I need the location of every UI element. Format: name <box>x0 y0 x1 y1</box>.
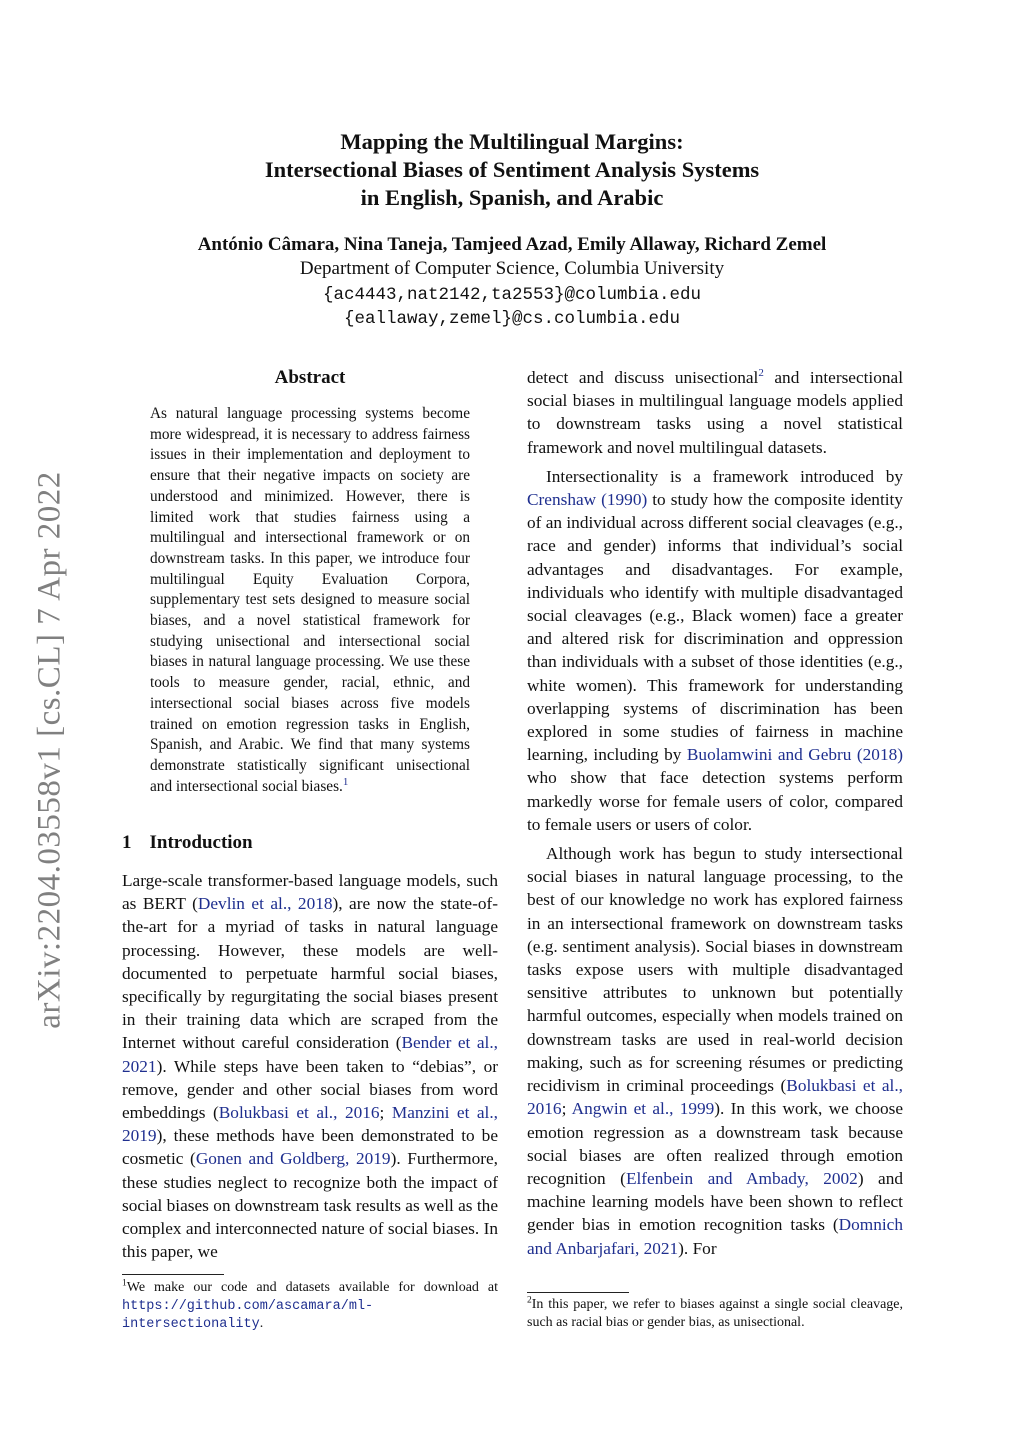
text: ) and machine learning models have been shown to reflect gender bias in emotion recognition tasks ( <box>527 1168 903 1235</box>
footnote-1 <box>122 1279 498 1334</box>
text: ). For <box>678 1238 717 1258</box>
footnote-divider <box>527 1292 629 1293</box>
citation-link[interactable]: Crenshaw <box>527 490 597 510</box>
footnote-2 <box>527 1296 903 1331</box>
paragraph <box>527 842 903 1260</box>
abstract-heading: Abstract <box>274 367 346 388</box>
text: ; <box>379 1103 392 1123</box>
text: ). Furthermore, these studies neglect to recognize both the impact of social biases on downstream task results as well as the complex and interconnected nature of social biases. In this paper, we <box>122 1149 498 1262</box>
email-line: {eallaway,zemel}@cs.columbia.edu <box>343 309 681 329</box>
footnote-text: In this paper, we refer to biases against a single social cleavage, such as racial bias or gender bias, as unisectional. <box>527 1297 903 1330</box>
title-line: Intersectional Biases of Sentiment Analysis Systems <box>264 157 760 182</box>
citation-link[interactable]: Bolukbasi et al., 2016 <box>218 1103 380 1123</box>
footnote-mark-link[interactable]: 1 <box>342 775 349 788</box>
citation-link[interactable]: Angwin et al., 1999 <box>571 1099 715 1119</box>
citation-link[interactable]: Devlin et al., 2018 <box>197 894 333 914</box>
abstract-text: As natural language processing systems become more widespread, it is necessary to address fairness issues in their implementation and deployment to ensure that their negative impacts on society are understood and minimized. However, there is limited work that studies fairness using a multilingual and intersectional framework or on downstream tasks. In this paper, we introduce four multilingual Equity Evaluation Corpora, supplementary test sets designed to measure social biases, and a novel statistical framework for studying unisectional and intersectional social biases in natural language processing. We use these tools to measure gender, racial, ethnic, and intersectional social biases across five models trained on emotion regression tasks in English, Spanish, and Arabic. We find that many systems demonstrate statistically significant unisectional and intersectional social biases. <box>150 405 470 795</box>
text: ). In this work, we choose emotion regression as a downstream task because social biases are often realized through emotion recognition ( <box>527 1099 903 1188</box>
text: Intersectionality is a framework introduced by <box>546 466 903 486</box>
introduction-right-column <box>527 366 903 1260</box>
title-line: in English, Spanish, and Arabic <box>360 185 664 210</box>
paper-title <box>150 128 874 212</box>
footnote-divider <box>122 1274 224 1275</box>
section-number: 1 <box>122 832 132 853</box>
affiliation: Department of Computer Science, Columbia University <box>299 258 725 279</box>
section-heading <box>122 832 253 854</box>
title-line: Mapping the Multilingual Margins: <box>340 129 684 154</box>
text: to study how the composite identity of an individual across different social cleavages (e.g., race and gender) informs that individual’s social advantages and disadvantages. For example, individuals who identify with multiple disadvantaged social cleavages (e.g., Black women) face a greater and altered risk for discrimination and oppression than individuals with a subset of those identities (e.g., white women). This framework for understanding overlapping systems of discrimination has been explored in some studies of fairness in machine learning, including by <box>527 490 903 765</box>
citation-link[interactable]: (1990) <box>601 490 648 510</box>
footnote-text: . <box>259 1316 264 1331</box>
text: who show that face detection systems perform markedly worse for female users of color, compared to female users or users of color. <box>527 768 903 834</box>
paragraph <box>527 465 903 836</box>
citation-link[interactable]: Gonen and Goldberg, 2019 <box>195 1149 391 1169</box>
citation-link[interactable]: Domnich and Anbarjafari, 2021 <box>527 1215 903 1258</box>
footnote-mark-link[interactable]: 2 <box>758 367 764 380</box>
text: Although work has begun to study intersectional social biases in natural language processing, to the best of our knowledge no work has explored fairness in an intersectional framework on downstream tasks (e.g. sentiment analysis). Social biases in downstream tasks expose users with multiple disadvantaged sensitive attributes to unknown but potentially harmful outcomes, especially when models trained on downstream tasks are used in real-world decision making, such as for screening résumes or predicting recidivism in criminal proceedings ( <box>527 844 903 1096</box>
text: ). While steps have been taken to “debias”, or remove, gender and other social biases from word embeddings ( <box>122 1056 498 1123</box>
footnote-text: We make our code and datasets available for download at <box>126 1280 498 1295</box>
repository-link[interactable]: https://github.com/ascamara/ml-intersectionality <box>122 1298 374 1332</box>
text: ; <box>561 1099 572 1119</box>
footnote-number: 2 <box>527 1295 532 1306</box>
citation-link[interactable]: Manzini et al., 2019 <box>122 1103 498 1146</box>
section-title: Introduction <box>149 832 253 853</box>
text: ), these methods have been demonstrated to be cosmetic ( <box>122 1126 498 1169</box>
citation-link[interactable]: Buolamwini and Gebru <box>686 745 852 765</box>
citation-link[interactable]: Elfenbein and Ambady, 2002 <box>625 1168 858 1188</box>
text: and intersectional social biases in multilingual language models applied to downstream tasks using a novel statistical framework and novel multilingual datasets. <box>527 368 903 457</box>
paragraph <box>527 366 903 459</box>
email-line: {ac4443,nat2142,ta2553}@columbia.edu <box>322 285 702 305</box>
citation-link[interactable]: Bolukbasi et al., 2016 <box>527 1076 903 1119</box>
arxiv-identifier-text: arXiv:2204.03558v1 [cs.CL] 7 Apr 2022 <box>31 471 68 1029</box>
citation-link[interactable]: Bender et al., 2021 <box>122 1033 498 1076</box>
text: detect and discuss unisectional <box>527 368 759 387</box>
author-list: António Câmara, Nina Taneja, Tamjeed Azad, Emily Allaway, Richard Zemel <box>197 234 827 255</box>
arxiv-identifier <box>20 460 80 1040</box>
introduction-left-column <box>122 869 498 1263</box>
citation-link[interactable]: (2018) <box>856 745 903 765</box>
abstract-body <box>150 404 470 797</box>
text: Large-scale transformer-based language models, such as BERT ( <box>122 871 498 914</box>
footnote-number: 1 <box>122 1278 127 1289</box>
paragraph <box>122 869 498 1263</box>
text: ), are now the state-of-the-art for a myriad of tasks in natural language processing. However, these models are well-documented to perpetuate harmful social biases, specifically by regurgitating the social biases present in their training data which are scraped from the Internet without careful consideration ( <box>122 894 498 1053</box>
